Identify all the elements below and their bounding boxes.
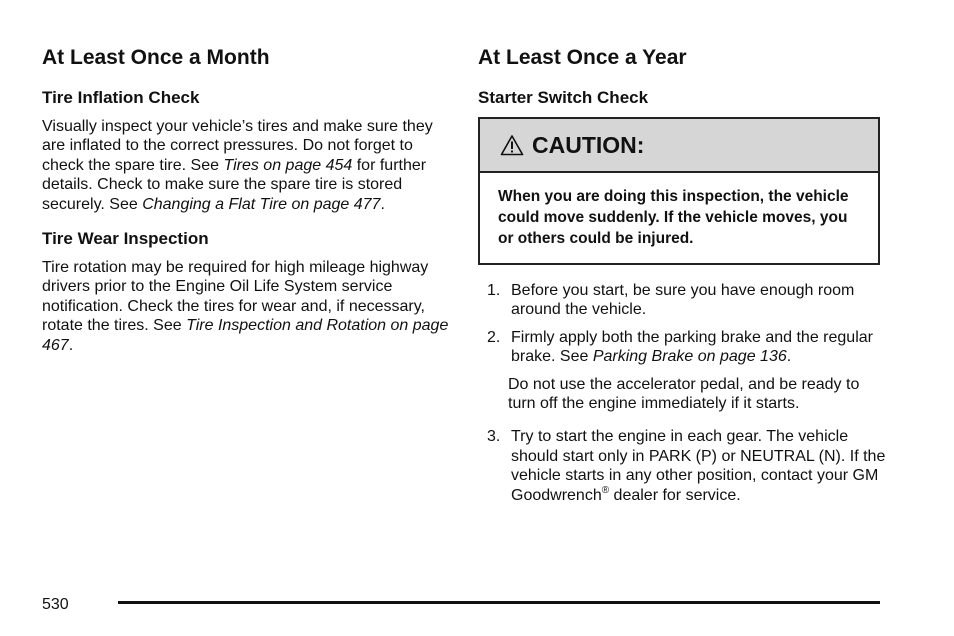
tire-inflation-title: Tire Inflation Check bbox=[42, 88, 200, 107]
registered-mark: ® bbox=[601, 484, 610, 496]
right-column bbox=[478, 44, 888, 513]
warning-triangle-icon bbox=[500, 134, 524, 156]
text-run: . bbox=[786, 348, 792, 366]
section-heading-month: At Least Once a Month bbox=[42, 46, 270, 69]
caution-box bbox=[478, 117, 880, 265]
text-run: . bbox=[68, 336, 74, 354]
step-text: Try to start the engine in each gear. The vehicle should start only in PARK (P) or NEUTRAL (N). If the vehicle starts in any other position, contact your GM Goodwrench bbox=[511, 428, 886, 504]
caution-body: When you are doing this inspection, the vehicle could move suddenly. If the vehicle moves, you or others could be injured. bbox=[498, 188, 849, 247]
caution-label: CAUTION: bbox=[532, 131, 645, 158]
step-number: 2. bbox=[487, 328, 501, 346]
link-tires[interactable]: Tires on page 454 bbox=[223, 156, 353, 174]
list-item bbox=[478, 281, 888, 320]
text-run: . bbox=[380, 195, 385, 213]
tire-inflation-text bbox=[42, 117, 454, 214]
link-flat-tire[interactable]: Changing a Flat Tire on page 477 bbox=[142, 195, 381, 213]
tire-wear-title: Tire Wear Inspection bbox=[42, 229, 209, 249]
left-column bbox=[42, 44, 454, 365]
starter-switch-title: Starter Switch Check bbox=[478, 88, 649, 107]
text-run: for further details. Check to make sure the spare tire is stored securely. See bbox=[42, 156, 427, 213]
link-parking-brake[interactable]: Parking Brake on page 136 bbox=[592, 348, 787, 366]
steps-list bbox=[478, 281, 888, 367]
step-number: 1. bbox=[487, 282, 501, 299]
link-tire-inspection[interactable]: Tire Inspection and Rotation on page 467 bbox=[42, 317, 449, 354]
step-number: 3. bbox=[487, 428, 501, 446]
section-heading-year: At Least Once a Year bbox=[478, 46, 687, 69]
steps-list-continued bbox=[478, 427, 888, 505]
step-2-note: Do not use the accelerator pedal, and be ready to turn off the engine immediately if it starts. bbox=[508, 375, 860, 413]
list-item bbox=[478, 328, 888, 367]
step-text: Before you start, be sure you have enough room around the vehicle. bbox=[511, 282, 855, 319]
step-text: Firmly apply both the parking brake and the regular brake. See bbox=[511, 328, 873, 366]
list-item bbox=[478, 427, 888, 505]
caution-header bbox=[480, 119, 878, 173]
tire-wear-text bbox=[42, 258, 454, 355]
text-run: dealer for service. bbox=[609, 486, 741, 504]
page-number: 530 bbox=[42, 596, 69, 613]
footer-rule bbox=[118, 601, 880, 604]
text-run: Visually inspect your vehicle’s tires and make sure they are inflated to the correct pressures. Do not forget to check the spare tire. See bbox=[42, 118, 433, 174]
text-run: Tire rotation may be required for high mileage highway drivers prior to the Engine Oil Life System service notification. Check the tires for wear and, if necessary, rotate the tires. See bbox=[42, 259, 429, 335]
